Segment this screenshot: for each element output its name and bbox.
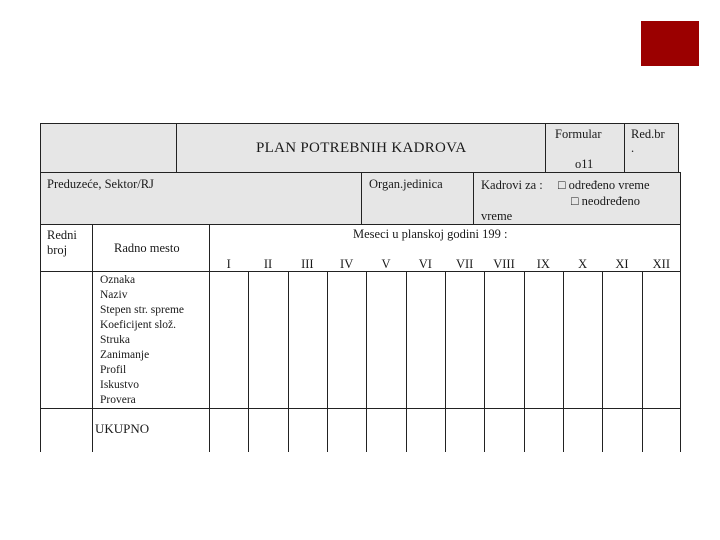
month-column-divider — [445, 271, 446, 452]
attribute-item: Naziv — [100, 289, 128, 301]
attribute-item: Iskustvo — [100, 379, 139, 391]
redbr-dot: . — [631, 141, 635, 155]
header-title-cell — [176, 123, 546, 173]
attribute-item: Struka — [100, 334, 131, 346]
header-left-cell — [40, 123, 177, 173]
redbr-cell — [624, 123, 679, 173]
attribute-item: Stepen str. spreme — [100, 304, 184, 316]
plan-form — [40, 123, 682, 452]
redbr-label: Red.br — [631, 127, 665, 141]
month-label: VI — [418, 257, 432, 271]
month-column-divider — [366, 271, 367, 452]
month-column-divider — [406, 271, 407, 452]
month-label: II — [263, 257, 273, 271]
organ-cell — [361, 172, 474, 225]
month-column-divider — [484, 271, 485, 452]
accent-block — [641, 21, 699, 66]
month-label: XI — [615, 257, 629, 271]
option-odredjeno: □ određeno vreme — [558, 178, 650, 192]
divider-body-total — [40, 408, 681, 409]
month-label: I — [226, 257, 231, 271]
divider-redni — [92, 224, 93, 452]
formular-label: Formular — [555, 127, 602, 141]
month-label: III — [301, 257, 314, 271]
month-column-divider — [248, 271, 249, 452]
attribute-item: Profil — [100, 364, 127, 376]
attribute-item: Zanimanje — [100, 349, 150, 361]
option-neodredjeno-cont: vreme — [481, 209, 513, 223]
col-redni-2: broj — [47, 243, 68, 257]
option-neodredjeno: □ neodređeno — [571, 194, 640, 208]
kadrovi-cell — [473, 172, 681, 225]
total-label: UKUPNO — [95, 421, 150, 436]
month-column-divider — [524, 271, 525, 452]
month-label: IV — [340, 257, 354, 271]
attribute-item: Provera — [100, 394, 136, 406]
col-radno-mesto: Radno mesto — [114, 241, 180, 255]
month-column-divider — [327, 271, 328, 452]
month-column-divider — [602, 271, 603, 452]
formular-cell — [545, 123, 625, 173]
preduzece-label: Preduzeće, Sektor/RJ — [47, 177, 154, 191]
meseci-label: Meseci u planskoj godini 199 : — [353, 227, 508, 241]
month-label: VII — [455, 257, 474, 271]
month-label: V — [381, 257, 391, 271]
month-column-divider — [288, 271, 289, 452]
kadrovi-label: Kadrovi za : — [481, 178, 543, 192]
formular-code: o11 — [575, 157, 594, 171]
month-label: X — [578, 257, 588, 271]
month-column-divider — [642, 271, 643, 452]
month-label: IX — [536, 257, 550, 271]
attribute-item: Oznaka — [100, 274, 136, 286]
preduzece-cell — [40, 172, 362, 225]
month-column-divider — [563, 271, 564, 452]
month-label: VIII — [493, 257, 515, 271]
month-label: XII — [652, 257, 670, 271]
attribute-item: Koeficijent slož. — [100, 319, 177, 331]
form-title: PLAN POTREBNIH KADROVA — [256, 140, 467, 156]
organ-label: Organ.jedinica — [369, 177, 443, 191]
col-redni-1: Redni — [47, 228, 77, 242]
